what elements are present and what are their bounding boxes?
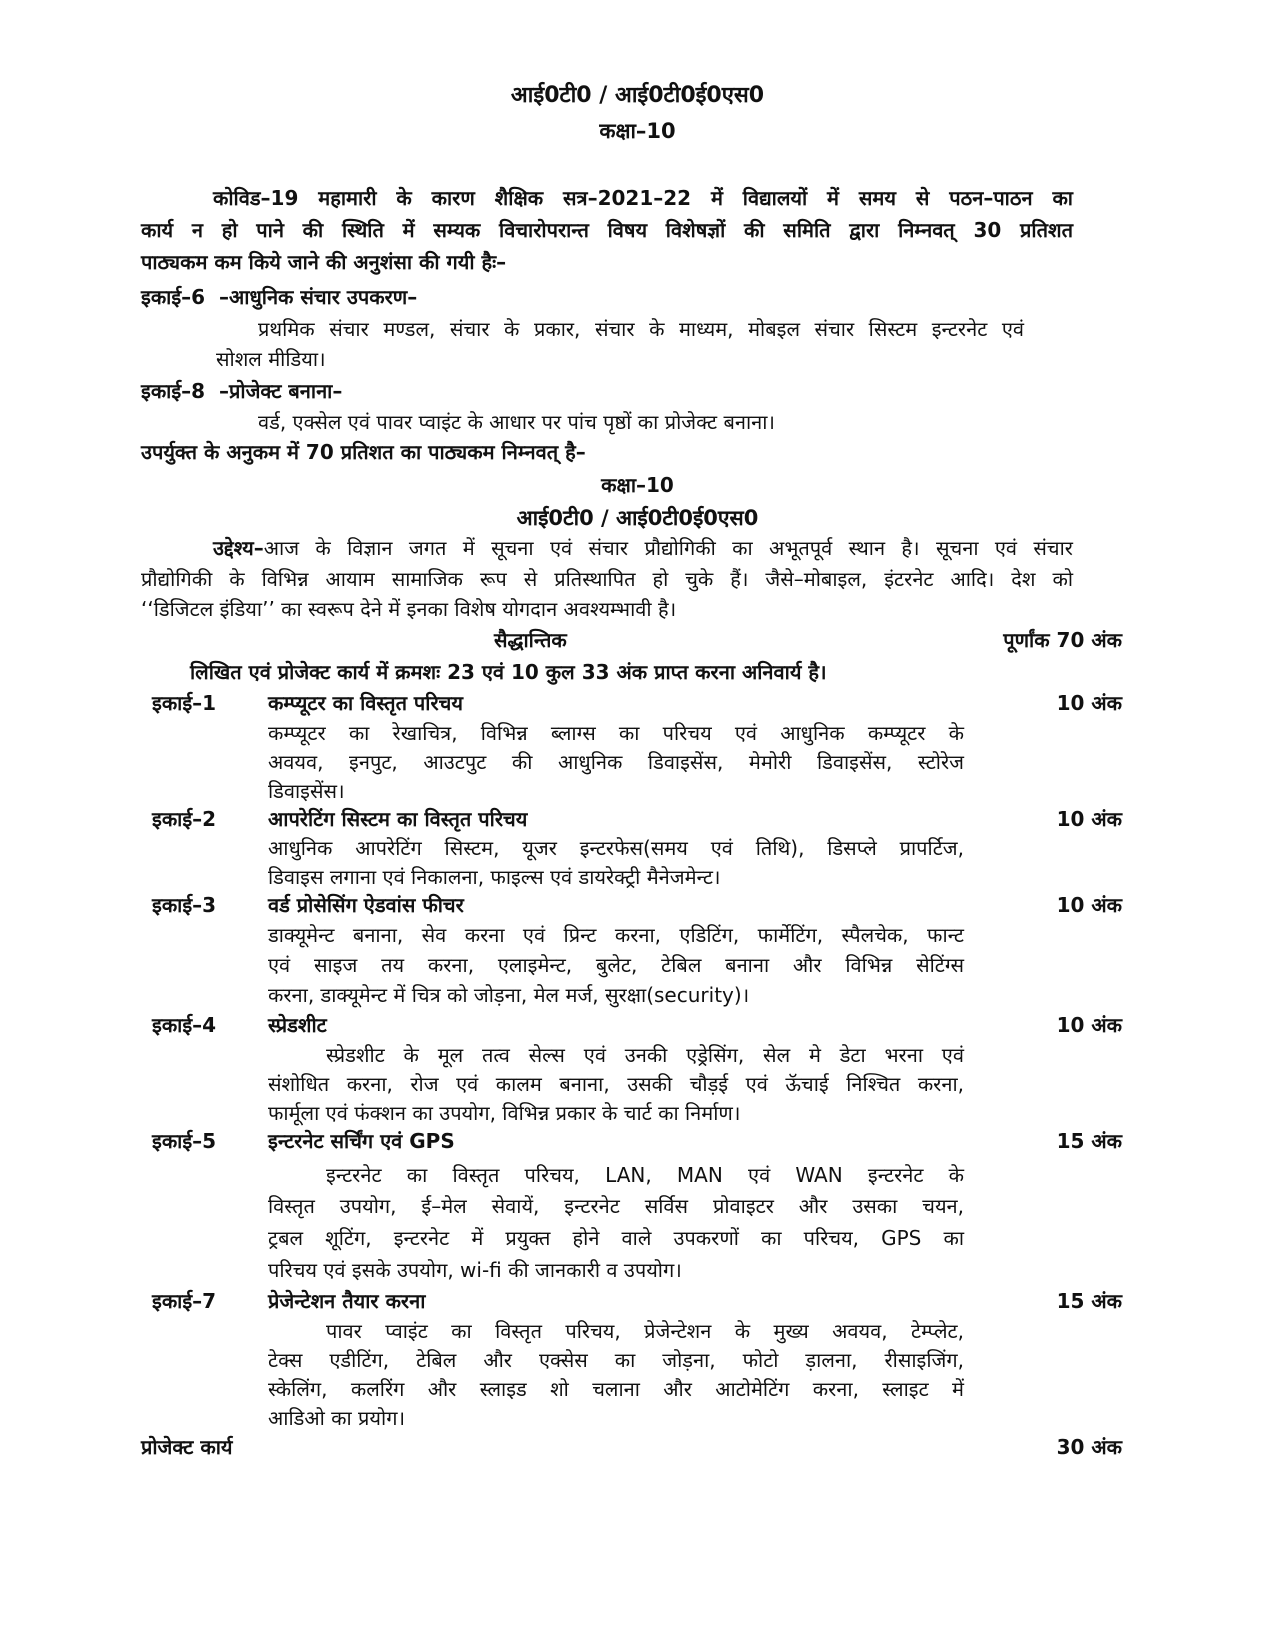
unit-5-line-3: ट्रबल शूटिंग, इन्टरनेट में प्रयुक्त होने वाले उपकरणों का परिचय, GPS का [268, 1226, 964, 1250]
doc-title: आई0टी0 / आई0टी0ई0एस0 [510, 83, 765, 108]
removed-unit-8-line-1: वर्ड, एक्सेल एवं पावर प्वाइंट के आधार पर पांच पृष्ठों का प्रोजेक्ट बनाना। [258, 410, 776, 434]
unit-2-title: आपरेटिंग सिस्टम का विस्तृत परिचय [268, 807, 528, 831]
unit-1-label: इकाई–1 [152, 691, 217, 715]
unit-4-line-3: फार्मूला एवं फंक्शन का उपयोग, विभिन्न प्रकार के चार्ट का निर्माण। [268, 1101, 741, 1125]
unit-2-marks: 10 अंक [1056, 807, 1122, 831]
doc-class: कक्षा–10 [599, 119, 676, 143]
removed-unit-6-line-2: सोशल मीडिया। [216, 347, 326, 371]
theory-total: पूर्णांक 70 अंक [1003, 628, 1122, 652]
unit-1-line-3: डिवाइसेंस। [268, 779, 345, 803]
syllabus-title: आई0टी0 / आई0टी0ई0एस0 [516, 506, 759, 530]
unit-4-title: स्प्रेडशीट [268, 1013, 327, 1037]
unit-3-marks: 10 अंक [1056, 893, 1122, 917]
unit-5-title: इन्टरनेट सर्चिंग एवं GPS [268, 1129, 455, 1153]
unit-4-line-2: संशोधित करना, रोज एवं कालम बनाना, उसकी चौड़ई एवं ऊॅचाई निश्चित करना, [268, 1072, 964, 1096]
unit-4-marks: 10 अंक [1056, 1013, 1122, 1037]
objective-label: उद्देश्य– [213, 536, 264, 560]
intro-line-1: कोविड–19 महामारी के कारण शैक्षिक सत्र–2021–22 में विद्यालयों में समय से पठन–पाठन का [213, 186, 1073, 210]
unit-3-line-3: करना, डाक्यूमेन्ट में चित्र को जोड़ना, मेल मर्ज, सुरक्षा(security)। [268, 983, 750, 1007]
objective-line-3: ‘‘डिजिटल इंडिया’’ का स्वरूप देने में इनका विशेष योगदान अवश्यम्भावी है। [141, 597, 677, 621]
unit-5-line-1: इन्टरनेट का विस्तृत परिचय, LAN, MAN एवं WAN इन्टरनेट के [326, 1163, 964, 1187]
project-marks: 30 अंक [1056, 1435, 1122, 1459]
unit-1-line-1: कम्प्यूटर का रेखाचित्र, विभिन्न ब्लाग्स का परिचय एवं आधुनिक कम्प्यूटर के [268, 721, 964, 745]
syllabus-class: कक्षा–10 [601, 473, 674, 497]
unit-1-marks: 10 अंक [1056, 691, 1122, 715]
theory-requirement: लिखित एवं प्रोजेक्ट कार्य में क्रमशः 23 एवं 10 कुल 33 अंक प्राप्त करना अनिवार्य है। [190, 660, 827, 684]
objective-line-2: प्रौद्योगिकी के विभिन्न आयाम सामाजिक रूप से प्रतिस्थापित हो चुके हैं। जैसे–मोबाइल, इंटरनेट आदि। देश को [141, 567, 1073, 591]
unit-7-line-2: टेक्स एडीटिंग, टेबिल और एक्सेस का जोड़ना, फोटो ड़ालना, रीसाइजिंग, [268, 1348, 964, 1372]
removed-unit-6-label: इकाई–6 –आधुनिक संचार उपकरण– [141, 285, 418, 309]
objective-line-1 [213, 535, 1073, 561]
intro-line-3: पाठ्यकम कम किये जाने की अनुशंसा की गयी हैः– [141, 250, 507, 274]
unit-1-line-2: अवयव, इनपुट, आउटपुट की आधुनिक डिवाइसेंस, मेमोरी डिवाइसेंस, स्टोरेज [268, 750, 964, 774]
unit-5-line-2: विस्तृत उपयोग, ई–मेल सेवायें, इन्टरनेट सर्विस प्रोवाइटर और उसका चयन, [268, 1194, 964, 1218]
removed-unit-6-line-1: प्रथमिक संचार मण्डल, संचार के प्रकार, संचार के माध्यम, मोबइल संचार सिस्टम इन्टरनेट एवं [258, 317, 1024, 341]
unit-7-line-4: आडिओ का प्रयोग। [268, 1406, 406, 1430]
transition-text: उपर्युक्त के अनुकम में 70 प्रतिशत का पाठ्यकम निम्नवत् है– [141, 440, 586, 464]
unit-5-label: इकाई–5 [152, 1129, 217, 1153]
unit-4-label: इकाई–4 [152, 1013, 217, 1037]
theory-label: सैद्धान्तिक [494, 628, 567, 652]
unit-3-title: वर्ड प्रोसेसिंग ऐडवांस फीचर [268, 893, 464, 917]
removed-unit-8-label: इकाई–8 –प्रोजेक्ट बनाना– [141, 379, 343, 403]
unit-5-line-4: परिचय एवं इसके उपयोग, wi-fi की जानकारी व उपयोग। [268, 1258, 682, 1282]
unit-7-title: प्रेजेन्टेशन तैयार करना [268, 1289, 426, 1313]
unit-1-title: कम्प्यूटर का विस्तृत परिचय [268, 691, 463, 715]
project-label: प्रोजेक्ट कार्य [141, 1435, 233, 1459]
unit-3-line-1: डाक्यूमेन्ट बनाना, सेव करना एवं प्रिन्ट करना, एडिटिंग, फार्मेटिंग, स्पैलचेक, फान्ट [268, 923, 964, 947]
unit-3-label: इकाई–3 [152, 893, 217, 917]
unit-7-line-3: स्केलिंग, कलरिंग और स्लाइड शो चलाना और आटोमेटिंग करना, स्लाइट में [268, 1377, 964, 1401]
unit-2-label: इकाई–2 [152, 807, 217, 831]
unit-7-marks: 15 अंक [1056, 1289, 1122, 1313]
unit-2-line-2: डिवाइस लगाना एवं निकालना, फाइल्स एवं डायरेक्ट्री मैनेजमेन्ट। [268, 865, 721, 889]
unit-4-line-1: स्प्रेडशीट के मूल तत्व सेल्स एवं उनकी एड्रेसिंग, सेल मे डेटा भरना एवं [326, 1043, 964, 1067]
intro-line-2: कार्य न हो पाने की स्थिति में सम्यक विचारोपरान्त विषय विशेषज्ञों की समिति द्वारा निम्नवत् 30 प्रतिशत [141, 218, 1073, 242]
unit-7-line-1: पावर प्वाइंट का विस्तृत परिचय, प्रेजेन्टेशन के मुख्य अवयव, टेम्प्लेट, [326, 1319, 964, 1343]
unit-3-line-2: एवं साइज तय करना, एलाइमेन्ट, बुलेट, टेबिल बनाना और विभिन्न सेटिंग्स [268, 953, 964, 977]
unit-7-label: इकाई–7 [152, 1289, 217, 1313]
unit-5-marks: 15 अंक [1056, 1129, 1122, 1153]
unit-2-line-1: आधुनिक आपरेटिंग सिस्टम, यूजर इन्टरफेस(समय एवं तिथि), डिसप्ले प्रापर्टिज, [268, 836, 964, 860]
objective-text-1: आज के विज्ञान जगत में सूचना एवं संचार प्रौद्योगिकी का अभूतपूर्व स्थान है। सूचना एवं संचार [263, 536, 1073, 560]
